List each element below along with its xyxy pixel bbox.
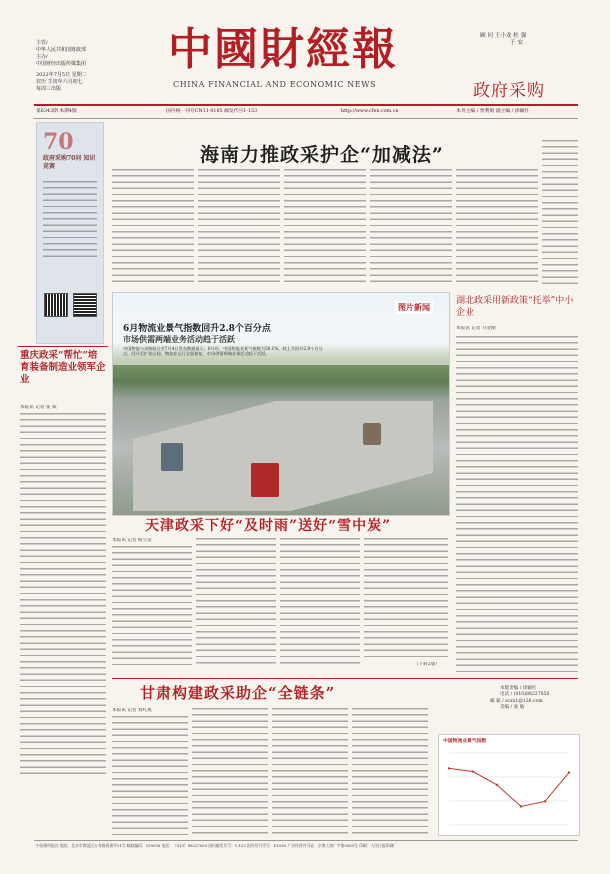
contact-line: 美编 / 张 敏 <box>500 705 525 711</box>
contact-line: 本版责编 / 徐颖红 <box>500 686 537 691</box>
bottom-byline: 本报讯 记者 刘红燕 <box>112 708 152 713</box>
left-story-byline: 本报讯 记者 张 斌 <box>20 405 57 410</box>
chart-point <box>544 800 546 802</box>
chart-point <box>496 784 498 786</box>
contact-box <box>438 686 578 734</box>
main-story-col <box>284 169 366 287</box>
qr-code[interactable] <box>44 293 68 317</box>
header-left-meta <box>36 40 126 93</box>
photo-news <box>112 292 450 516</box>
section-rule <box>112 678 578 679</box>
meta-line: 主管/ <box>36 40 48 46</box>
right-story-headline: 湖北政采用新政策“托举”中小企业 <box>456 296 574 318</box>
promo-box <box>36 122 104 344</box>
right-story-byline: 本报讯 记者 马金丽 <box>456 326 496 331</box>
website-link[interactable]: http://www.cfen.com.cn <box>341 109 399 114</box>
bottom-headline: 甘肃构建政采助企“全链条” <box>140 684 336 702</box>
mid-story-col <box>196 538 276 666</box>
editors-line: 本刊主编 / 贾利娟 副主编 / 徐颖红 <box>456 109 530 114</box>
photo-tag: 图片新闻 <box>395 301 433 314</box>
qr-code[interactable] <box>73 293 97 317</box>
info-bar <box>36 108 576 116</box>
masthead-title: 中國財經報 <box>168 24 398 75</box>
contact-line[interactable]: 邮 箱 / zcxx1@126.com <box>490 698 543 704</box>
chart-svg <box>439 745 579 835</box>
logistics-chart <box>438 734 580 836</box>
mid-story-col <box>364 538 448 662</box>
meta-line: 中华人民共和国财政部 <box>36 47 87 53</box>
mid-headline: 天津政采下好“及时雨”送好“雪中炭” <box>145 518 392 534</box>
promo-heading: 政府采购70问 知识竞赛 <box>43 155 96 170</box>
issue-number: 第6343期 本期4版 <box>36 109 77 114</box>
photo-subhead: 市场供需两端业务活动趋于活跃 <box>123 334 235 344</box>
issn-code: 国内统一刊号CN11-0185 邮发代号1-153 <box>166 109 258 114</box>
meta-line: 主办/ <box>36 54 48 60</box>
main-story-col <box>112 169 194 287</box>
chart-point <box>448 767 450 769</box>
chart-point <box>520 805 522 807</box>
photo-headline: 6月物流业景气指数回升2.8个百分点 <box>123 324 271 334</box>
masthead-subtitle: CHINA FINANCIAL AND ECONOMIC NEWS <box>173 80 377 89</box>
bottom-story-col <box>112 716 188 836</box>
info-rule <box>34 118 578 119</box>
left-story-headline: 重庆政采“帮忙”培育装备制造业领军企业 <box>20 350 106 385</box>
main-story-col <box>370 169 452 287</box>
bottom-story-col <box>192 708 268 836</box>
photo-caption: 中国物流与采购联合会7月4日发布数据显示，6月份，中国物流业景气指数为50.1%，较上月回升2.8个百分点，回升至扩张区间。物流业运行全面恢复，市场供需两端业务活动趋于活跃。 <box>123 346 323 357</box>
main-story-col <box>456 169 538 287</box>
bottom-story-col <box>352 708 428 836</box>
meta-weekly: 每周三出版 <box>36 86 62 92</box>
chart-title: 中国物流业景气指数 <box>443 738 487 744</box>
left-story-box <box>18 346 108 779</box>
main-story-col <box>198 169 280 287</box>
chart-point <box>568 771 570 773</box>
promo-text <box>43 181 97 261</box>
left-story-body <box>20 413 106 777</box>
contact-line: 电话 / (010)88227050 <box>500 692 550 698</box>
meta-date: 2022年7月5日 星期二 <box>36 72 87 78</box>
truck-shape <box>363 423 381 445</box>
main-story-col <box>542 140 578 287</box>
promo-number: 70 <box>43 129 74 155</box>
mid-byline: 本报讯 记者 杨立彦 <box>112 538 152 543</box>
meta-line: 中国财经出版传媒集团 <box>36 61 87 67</box>
section-title: 政府采购 <box>473 81 545 101</box>
footer-text: 中国财经报社 地址：北京市海淀区万寿路西街甲21号 邮政编码：100036 电话：（010）88227050 国内邮发代号：1-153 国外发行代号：D1085 广告经营许可证：京海工商广字第0085号 印刷：人民日报印刷厂 <box>36 843 398 848</box>
meta-lunar: 农历 壬寅年六月初七 <box>36 79 83 85</box>
truck-shape <box>251 463 279 497</box>
truck-shape <box>161 443 183 471</box>
mid-continued: （下转2版） <box>414 662 440 667</box>
footer-rule <box>34 840 578 841</box>
masthead-rule <box>34 104 578 106</box>
mid-story-col <box>280 538 360 666</box>
main-headline: 海南力推政采护企“加减法” <box>200 144 444 166</box>
chart-point <box>472 770 474 772</box>
bottom-story-col <box>272 708 348 836</box>
right-story-body <box>456 336 578 676</box>
staff-line: 顾 问 王小龙 杜 强 于 安 <box>480 33 527 46</box>
mid-story-col <box>112 546 192 666</box>
